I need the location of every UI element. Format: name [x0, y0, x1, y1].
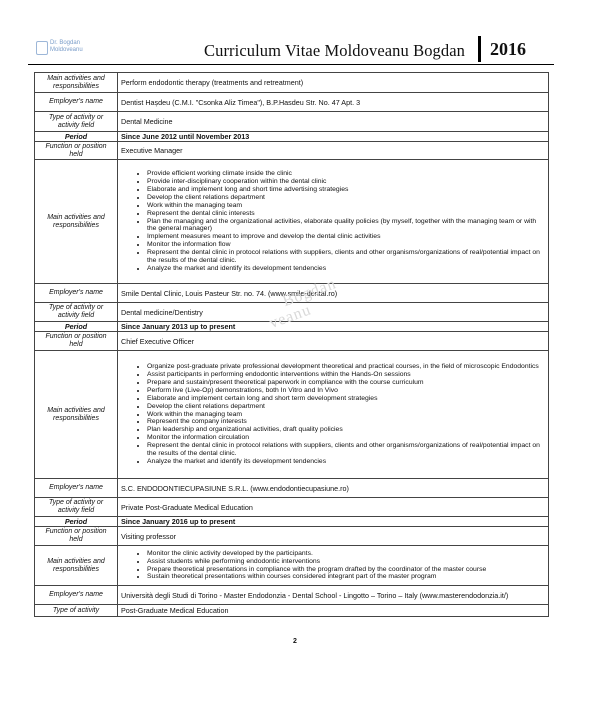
- list-item: • Elaborate and implement certain long and short term development strategies: [147, 395, 545, 403]
- list-item: • Plan the managing and the organizational activities, elaborate quality policies (by myself, together with the managing team or with the general manager): [147, 218, 545, 234]
- row-value: Chief Executive Officer: [118, 332, 549, 351]
- list-item: • Analyze the market and identify its development tendencies: [147, 458, 545, 466]
- table-row: [35, 479, 549, 498]
- list-item: • Represent the dental clinic in protocol relations with suppliers, clients and other organisms/organizations of real/potential impact on the results of the dental clinic.: [147, 442, 545, 458]
- row-label: Period: [35, 132, 118, 142]
- list-item: • Monitor the information circulation: [147, 434, 545, 442]
- row-value: Università degli Studi di Torino - Master Endodonzia - Dental School - Lingotto – Torino – Italy (www.masterendodonzia.it/): [118, 586, 549, 605]
- row-label: Function or position held: [35, 527, 118, 546]
- row-value: [118, 160, 549, 284]
- watermark-line2: veanu: [267, 301, 314, 333]
- row-label: Function or position held: [35, 142, 118, 160]
- row-label: Employer's name: [35, 284, 118, 303]
- row-label: Type of activity or activity field: [35, 303, 118, 322]
- row-value: Smile Dental Clinic, Louis Pasteur Str. no. 74. (www.smile-dental.ro): [118, 284, 549, 303]
- table-row: [35, 586, 549, 605]
- row-label: Period: [35, 517, 118, 527]
- list-item: • Analyze the market and identify its development tendencies: [147, 265, 545, 273]
- row-value: Dental Medicine: [118, 112, 549, 132]
- list-item: • Assist students while performing endodontic interventions: [147, 558, 545, 566]
- row-value: Post-Graduate Medical Education: [118, 605, 549, 617]
- header-divider: [28, 64, 554, 65]
- list-item: • Monitor the information flow: [147, 241, 545, 249]
- logo-icon: [36, 41, 48, 55]
- table-row: [35, 605, 549, 617]
- row-value: Dental medicine/Dentistry: [118, 303, 549, 322]
- row-value: Since June 2012 until November 2013: [118, 132, 549, 142]
- table-row: [35, 112, 549, 132]
- watermark-line1: Bogdan: [280, 275, 339, 311]
- row-value: Dentist Hașdeu (C.M.I. "Csonka Aliz Timea"), B.P.Hasdeu Str. No. 47 Apt. 3: [118, 93, 549, 112]
- table-row: [35, 73, 549, 93]
- list-item: • Provide inter-disciplinary cooperation within the dental clinic: [147, 178, 545, 186]
- list-item: • Develop the client relations department: [147, 403, 545, 411]
- table-row: [35, 332, 549, 351]
- list-item: • Organize post-graduate private professional development theoretical and practical courses, in the field of microscopic Endodontics: [147, 363, 545, 371]
- row-label: Employer's name: [35, 479, 118, 498]
- table-row: [35, 142, 549, 160]
- row-value: [118, 546, 549, 586]
- document-year: 2016: [490, 39, 526, 59]
- list-item: • Prepare and sustain/present theoretical paperwork in compliance with the course curriculum: [147, 379, 545, 387]
- page-header: [28, 36, 554, 64]
- row-value: Since January 2013 up to present: [118, 322, 549, 332]
- row-label: Main activities and responsibilities: [35, 160, 118, 284]
- page-number: 2: [293, 638, 297, 645]
- document-title: Curriculum Vitae Moldoveanu Bogdan: [204, 41, 466, 60]
- row-label: Function or position held: [35, 332, 118, 351]
- logo: [34, 40, 114, 58]
- row-value: S.C. ENDODONTIECUPASIUNE S.R.L. (www.endodontiecupasiune.ro): [118, 479, 549, 498]
- table-row: [35, 546, 549, 586]
- row-label: Main activities and responsibilities: [35, 351, 118, 479]
- list-item: • Elaborate and implement long and short time advertising strategies: [147, 186, 545, 194]
- row-label: Employer's name: [35, 586, 118, 605]
- list-item: • Represent the company interests: [147, 418, 545, 426]
- list-item: • Work within the managing team: [147, 411, 545, 419]
- list-item: • Assist participants in performing endodontic interventions within the Hands-On sessions: [147, 371, 545, 379]
- row-value: [118, 351, 549, 479]
- list-item: • Perform live (Live-Op) demonstrations, both In Vitro and In Vivo: [147, 387, 545, 395]
- row-value: Executive Manager: [118, 142, 549, 160]
- row-value: Perform endodontic therapy (treatments and retreatment): [118, 73, 549, 93]
- list-item: • Represent the dental clinic in protocol relations with suppliers, clients and other organisms/organizations of real/potential impact on the results of the dental clinic.: [147, 249, 545, 265]
- row-value: Since January 2016 up to present: [118, 517, 549, 527]
- table-row: [35, 527, 549, 546]
- list-item: • Monitor the clinic activity developed by the participants.: [147, 550, 545, 558]
- duties-list: [121, 363, 545, 466]
- year-separator: [478, 36, 481, 62]
- row-value: Visiting professor: [118, 527, 549, 546]
- logo-line1: Dr. Bogdan: [50, 40, 81, 46]
- logo-line2: Moldoveanu: [50, 47, 83, 53]
- table-row: [35, 351, 549, 479]
- table-row: [35, 93, 549, 112]
- row-label: Employer's name: [35, 93, 118, 112]
- list-item: • Develop the client relations department: [147, 194, 545, 202]
- list-item: • Prepare theoretical presentations in compliance with the program drafted by the coordinator of the master course: [147, 566, 545, 574]
- cv-table: [34, 72, 549, 617]
- table-row: [35, 498, 549, 517]
- list-item: • Provide efficient working climate inside the clinic: [147, 170, 545, 178]
- row-label: Type of activity or activity field: [35, 498, 118, 517]
- row-label: Main activities and responsibilities: [35, 73, 118, 93]
- list-item: • Plan leadership and organizational activities, draft quality policies: [147, 426, 545, 434]
- row-value: Private Post-Graduate Medical Education: [118, 498, 549, 517]
- duties-list: [121, 550, 545, 582]
- list-item: • Implement measures meant to improve and develop the dental clinic activities: [147, 233, 545, 241]
- table-row: [35, 517, 549, 527]
- row-label: Type of activity: [35, 605, 118, 617]
- table-row: [35, 160, 549, 284]
- row-label: Main activities and responsibilities: [35, 546, 118, 586]
- duties-list: [121, 170, 545, 273]
- table-row: [35, 132, 549, 142]
- list-item: • Work within the managing team: [147, 202, 545, 210]
- list-item: • Sustain theoretical presentations within courses considered integrant part of the master program: [147, 573, 545, 581]
- row-label: Type of activity or activity field: [35, 112, 118, 132]
- row-label: Period: [35, 322, 118, 332]
- list-item: • Represent the dental clinic interests: [147, 210, 545, 218]
